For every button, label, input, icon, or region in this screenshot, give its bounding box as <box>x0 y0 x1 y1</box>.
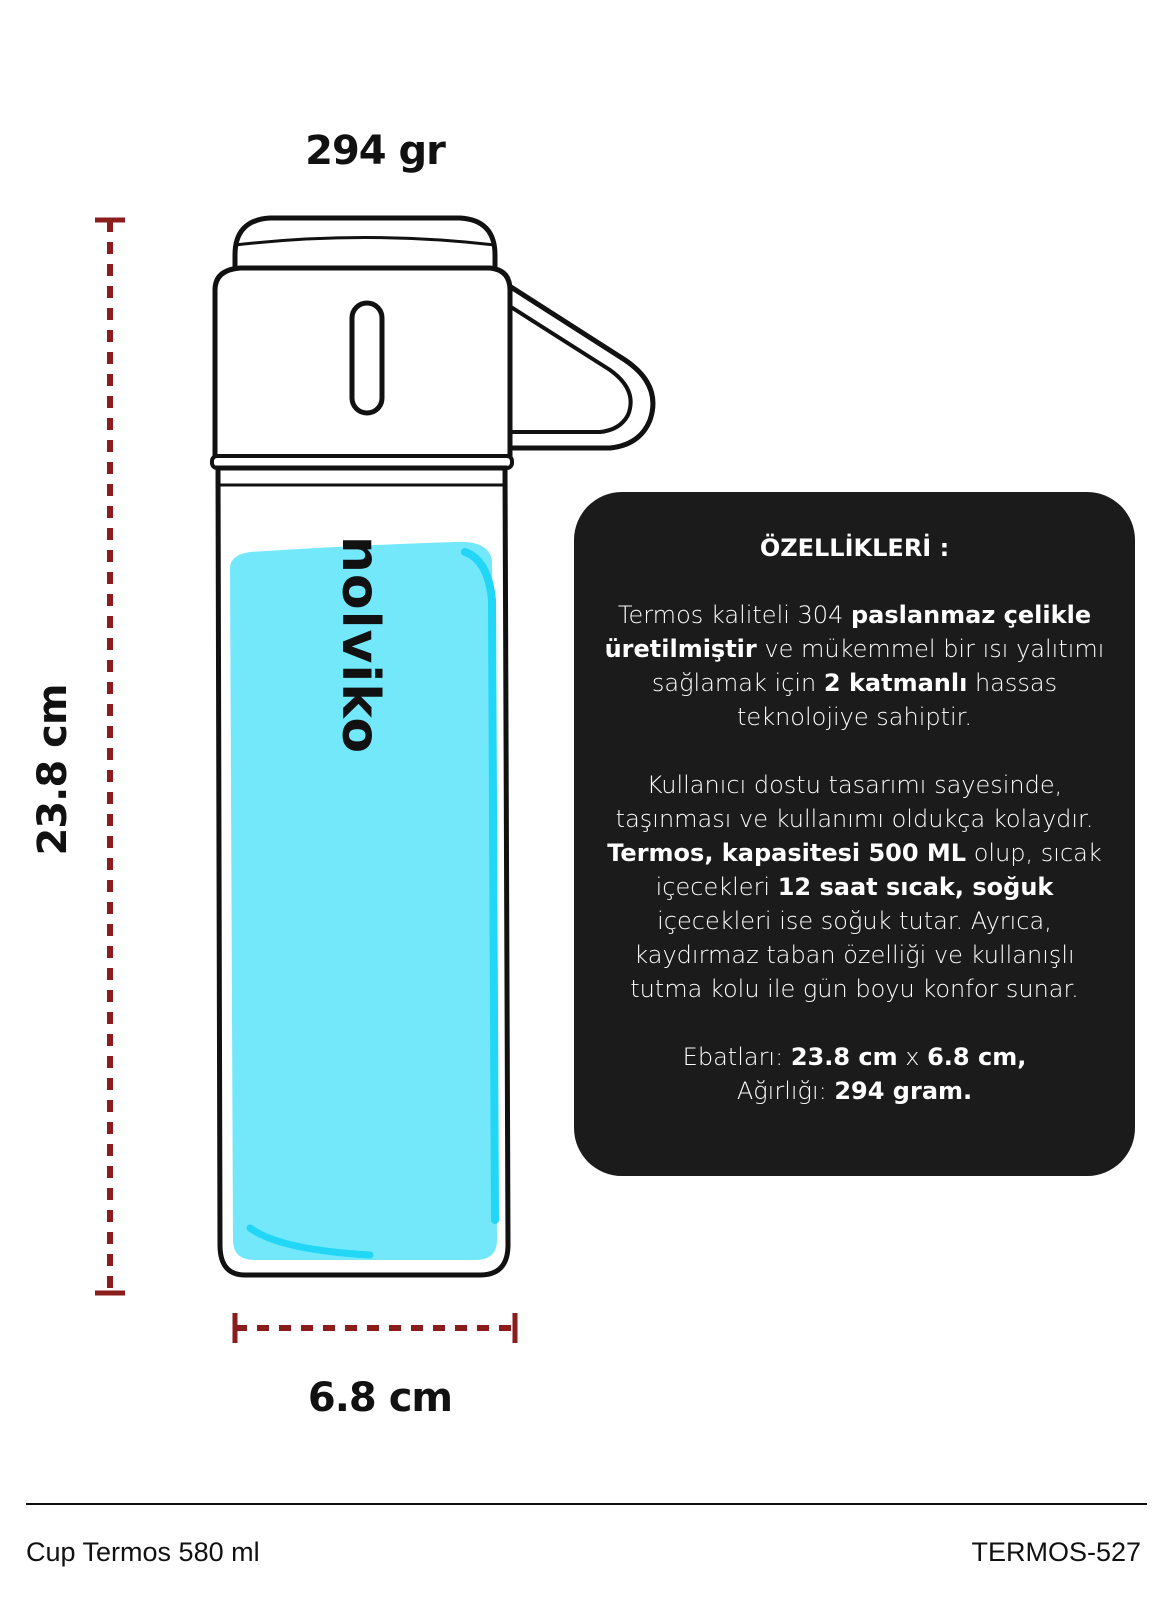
p2-run-1: Termos, kapasitesi 500 ML <box>607 839 967 867</box>
p2-run-3: 12 saat sıcak, soğuk <box>777 873 1054 901</box>
p1-run-1: paslanmaz çelikle üretilmiştir <box>604 601 1092 663</box>
bottle-cup-slot <box>352 303 382 413</box>
width-dimension-line <box>230 1308 520 1348</box>
p1-run-2: ve mükemmel bir ısı yalıtımı sağlamak için <box>651 635 1105 697</box>
product-code: TERMOS-527 <box>971 1537 1141 1567</box>
weight-label: 294 gr <box>305 128 445 174</box>
p1-run-0: Termos kaliteli 304 <box>617 601 851 629</box>
p2-run-0: Kullanıcı dostu tasarımı sayesinde, taşınması ve kullanımı oldukça kolaydır. <box>615 771 1094 833</box>
brand-logo: nolviko <box>330 535 390 755</box>
p1-run-3: 2 katmanlı <box>823 669 968 697</box>
product-name: Cup Termos 580 ml <box>26 1537 260 1567</box>
p3-run-3: 6.8 cm, <box>927 1043 1027 1071</box>
bottle-handle <box>500 280 653 448</box>
features-paragraph-dimensions <box>596 1040 1113 1108</box>
p2-run-4: içecekleri ise soğuk tutar. Ayrıca, kaydırmaz taban özelliği ve kullanışlı tutma kolu ile gün boyu konfor sunar. <box>630 907 1079 1003</box>
brand-logo-wrap <box>310 525 410 765</box>
height-dimension-line <box>90 215 130 1300</box>
p3-run-4: Ağırlığı: <box>736 1077 827 1105</box>
p1-run-4: hassas teknolojiye sahiptir. <box>737 669 1058 731</box>
p2-run-2: olup, sıcak içecekleri <box>655 839 1102 901</box>
height-label: 23.8 cm <box>30 684 76 856</box>
p3-run-5: 294 gram. <box>834 1077 973 1105</box>
height-label-wrap <box>28 684 78 856</box>
width-label: 6.8 cm <box>307 1375 453 1421</box>
p3-run-0: Ebatları: <box>682 1043 791 1071</box>
features-paragraph-material <box>596 598 1113 734</box>
p3-run-1: 23.8 cm <box>790 1043 898 1071</box>
features-panel <box>574 492 1135 1176</box>
features-paragraph-usage <box>596 768 1113 1006</box>
p3-run-2: x <box>897 1043 928 1071</box>
features-title: ÖZELLİKLERİ : <box>759 534 950 562</box>
footer-divider <box>26 1503 1147 1505</box>
